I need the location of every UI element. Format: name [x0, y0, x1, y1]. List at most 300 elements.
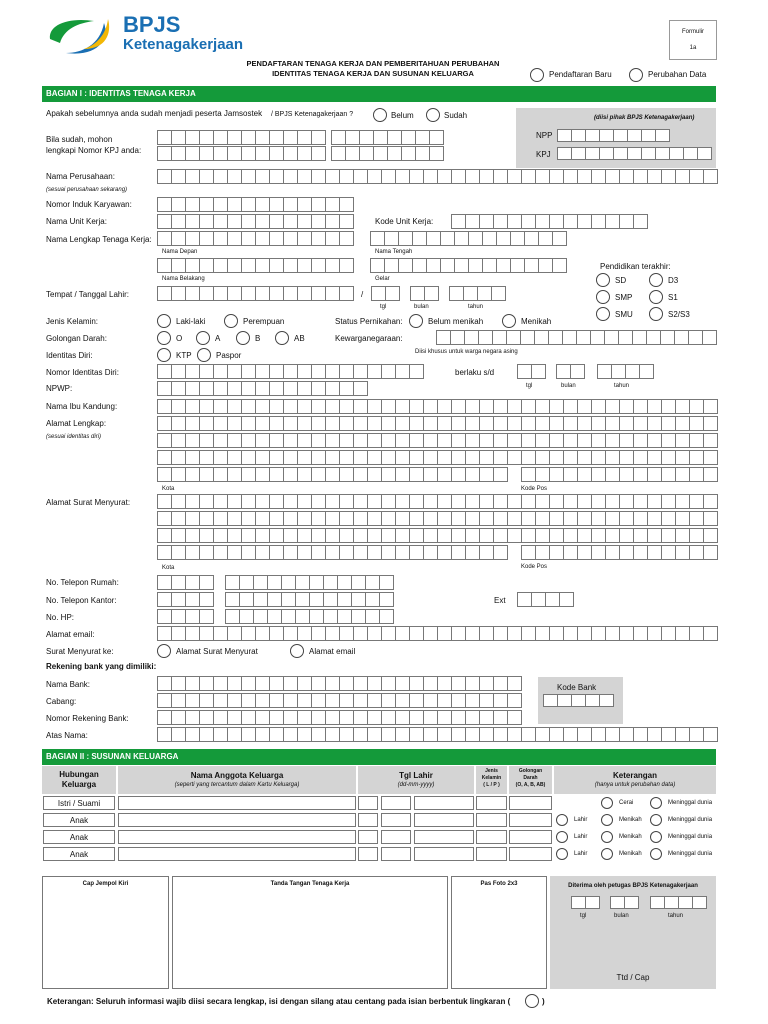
- char-box[interactable]: [684, 147, 698, 160]
- char-box[interactable]: [396, 676, 410, 691]
- petugas-day[interactable]: [571, 896, 600, 909]
- char-box[interactable]: [312, 231, 326, 246]
- char-box[interactable]: [578, 528, 592, 543]
- char-box[interactable]: [158, 130, 172, 145]
- family-menikah-radio-4[interactable]: [601, 848, 613, 860]
- char-box[interactable]: [284, 286, 298, 301]
- char-box[interactable]: [478, 286, 492, 301]
- char-box[interactable]: [424, 626, 438, 641]
- char-box[interactable]: [438, 528, 452, 543]
- char-box[interactable]: [385, 258, 399, 273]
- char-box[interactable]: [158, 626, 172, 641]
- char-box[interactable]: [466, 693, 480, 708]
- tgl-lahir-day[interactable]: [371, 286, 400, 301]
- tgl-lahir-year[interactable]: [449, 286, 506, 301]
- char-box[interactable]: [296, 575, 310, 590]
- char-box[interactable]: [662, 494, 676, 509]
- char-box[interactable]: [240, 575, 254, 590]
- char-box[interactable]: [572, 147, 586, 160]
- char-box[interactable]: [340, 231, 354, 246]
- char-box[interactable]: [296, 592, 310, 607]
- char-box[interactable]: [521, 330, 535, 345]
- char-box[interactable]: [466, 399, 480, 414]
- alamat-surat-kota-input[interactable]: [157, 545, 508, 560]
- char-box[interactable]: [564, 727, 578, 742]
- char-box[interactable]: [620, 467, 634, 482]
- char-box[interactable]: [437, 330, 451, 345]
- atas-nama-input[interactable]: [157, 727, 718, 742]
- char-box[interactable]: [612, 364, 626, 379]
- char-box[interactable]: [172, 494, 186, 509]
- char-box[interactable]: [508, 710, 522, 725]
- char-box[interactable]: [256, 727, 270, 742]
- char-box[interactable]: [242, 364, 256, 379]
- char-box[interactable]: [452, 433, 466, 448]
- char-box[interactable]: [214, 197, 228, 212]
- char-box[interactable]: [200, 381, 214, 396]
- char-box[interactable]: [634, 494, 648, 509]
- char-box[interactable]: [438, 169, 452, 184]
- char-box[interactable]: [256, 146, 270, 161]
- char-box[interactable]: [186, 511, 200, 526]
- family-name-1[interactable]: [118, 796, 356, 810]
- char-box[interactable]: [158, 609, 172, 624]
- char-box[interactable]: [228, 381, 242, 396]
- char-box[interactable]: [200, 433, 214, 448]
- char-box[interactable]: [368, 467, 382, 482]
- char-box[interactable]: [606, 528, 620, 543]
- char-box[interactable]: [270, 364, 284, 379]
- char-box[interactable]: [172, 609, 186, 624]
- char-box[interactable]: [368, 676, 382, 691]
- char-box[interactable]: [494, 494, 508, 509]
- char-box[interactable]: [256, 494, 270, 509]
- char-box[interactable]: [340, 258, 354, 273]
- char-box[interactable]: [256, 286, 270, 301]
- char-box[interactable]: [368, 399, 382, 414]
- char-box[interactable]: [312, 214, 326, 229]
- char-box[interactable]: [228, 626, 242, 641]
- char-box[interactable]: [620, 416, 634, 431]
- alamat-surat-line-1[interactable]: [157, 494, 718, 509]
- char-box[interactable]: [396, 528, 410, 543]
- char-box[interactable]: [424, 450, 438, 465]
- tgl-lahir-month[interactable]: [410, 286, 439, 301]
- char-box[interactable]: [256, 231, 270, 246]
- radio-edu-s2s3[interactable]: [649, 307, 663, 321]
- char-box[interactable]: [366, 575, 380, 590]
- char-box[interactable]: [690, 433, 704, 448]
- char-box[interactable]: [326, 676, 340, 691]
- char-box[interactable]: [410, 450, 424, 465]
- char-box[interactable]: [396, 433, 410, 448]
- char-box[interactable]: [214, 528, 228, 543]
- family-name-2[interactable]: [118, 813, 356, 827]
- char-box[interactable]: [256, 399, 270, 414]
- char-box[interactable]: [494, 528, 508, 543]
- char-box[interactable]: [298, 399, 312, 414]
- char-box[interactable]: [606, 626, 620, 641]
- char-box[interactable]: [396, 693, 410, 708]
- petugas-month[interactable]: [610, 896, 639, 909]
- char-box[interactable]: [354, 450, 368, 465]
- char-box[interactable]: [284, 146, 298, 161]
- char-box[interactable]: [332, 130, 346, 145]
- char-box[interactable]: [200, 197, 214, 212]
- char-box[interactable]: [312, 676, 326, 691]
- char-box[interactable]: [550, 450, 564, 465]
- char-box[interactable]: [522, 169, 536, 184]
- char-box[interactable]: [270, 258, 284, 273]
- char-box[interactable]: [366, 592, 380, 607]
- char-box[interactable]: [158, 467, 172, 482]
- char-box[interactable]: [452, 626, 466, 641]
- char-box[interactable]: [662, 169, 676, 184]
- char-box[interactable]: [268, 609, 282, 624]
- char-box[interactable]: [242, 528, 256, 543]
- berlaku-month[interactable]: [556, 364, 585, 379]
- char-box[interactable]: [507, 330, 521, 345]
- char-box[interactable]: [382, 710, 396, 725]
- char-box[interactable]: [586, 896, 600, 909]
- char-box[interactable]: [284, 130, 298, 145]
- char-box[interactable]: [466, 710, 480, 725]
- char-box[interactable]: [186, 545, 200, 560]
- char-box[interactable]: [312, 433, 326, 448]
- char-box[interactable]: [424, 399, 438, 414]
- char-box[interactable]: [256, 545, 270, 560]
- char-box[interactable]: [648, 399, 662, 414]
- char-box[interactable]: [550, 727, 564, 742]
- family-jk-1[interactable]: [476, 796, 507, 810]
- char-box[interactable]: [480, 169, 494, 184]
- char-box[interactable]: [172, 286, 186, 301]
- char-box[interactable]: [550, 169, 564, 184]
- radio-edu-smu[interactable]: [596, 307, 610, 321]
- char-box[interactable]: [494, 450, 508, 465]
- char-box[interactable]: [396, 494, 410, 509]
- char-box[interactable]: [703, 330, 717, 345]
- char-box[interactable]: [522, 511, 536, 526]
- char-box[interactable]: [284, 169, 298, 184]
- char-box[interactable]: [186, 693, 200, 708]
- nik-input[interactable]: [157, 197, 354, 212]
- char-box[interactable]: [270, 545, 284, 560]
- char-box[interactable]: [298, 528, 312, 543]
- char-box[interactable]: [536, 494, 550, 509]
- char-box[interactable]: [354, 399, 368, 414]
- char-box[interactable]: [284, 727, 298, 742]
- char-box[interactable]: [648, 416, 662, 431]
- char-box[interactable]: [438, 494, 452, 509]
- char-box[interactable]: [256, 676, 270, 691]
- char-box[interactable]: [270, 494, 284, 509]
- char-box[interactable]: [371, 258, 385, 273]
- nama-belakang-input[interactable]: [157, 258, 354, 273]
- char-box[interactable]: [522, 727, 536, 742]
- char-box[interactable]: [340, 169, 354, 184]
- char-box[interactable]: [158, 364, 172, 379]
- telp-kantor-ext[interactable]: [517, 592, 574, 607]
- char-box[interactable]: [522, 626, 536, 641]
- char-box[interactable]: [665, 896, 679, 909]
- char-box[interactable]: [312, 727, 326, 742]
- char-box[interactable]: [298, 693, 312, 708]
- char-box[interactable]: [158, 258, 172, 273]
- family-dob-m-3[interactable]: [381, 830, 411, 844]
- char-box[interactable]: [483, 258, 497, 273]
- char-box[interactable]: [214, 626, 228, 641]
- char-box[interactable]: [648, 450, 662, 465]
- char-box[interactable]: [539, 231, 553, 246]
- char-box[interactable]: [532, 364, 546, 379]
- family-meninggal-radio-2[interactable]: [650, 814, 662, 826]
- char-box[interactable]: [518, 364, 532, 379]
- char-box[interactable]: [284, 258, 298, 273]
- char-box[interactable]: [374, 130, 388, 145]
- char-box[interactable]: [380, 592, 394, 607]
- char-box[interactable]: [326, 467, 340, 482]
- char-box[interactable]: [354, 626, 368, 641]
- char-box[interactable]: [480, 727, 494, 742]
- char-box[interactable]: [326, 399, 340, 414]
- char-box[interactable]: [340, 727, 354, 742]
- char-box[interactable]: [494, 416, 508, 431]
- char-box[interactable]: [368, 494, 382, 509]
- char-box[interactable]: [571, 364, 585, 379]
- char-box[interactable]: [536, 214, 550, 229]
- char-box[interactable]: [620, 545, 634, 560]
- char-box[interactable]: [256, 467, 270, 482]
- char-box[interactable]: [536, 416, 550, 431]
- char-box[interactable]: [228, 416, 242, 431]
- char-box[interactable]: [508, 433, 522, 448]
- char-box[interactable]: [326, 511, 340, 526]
- char-box[interactable]: [298, 258, 312, 273]
- char-box[interactable]: [200, 364, 214, 379]
- char-box[interactable]: [424, 169, 438, 184]
- char-box[interactable]: [606, 467, 620, 482]
- char-box[interactable]: [577, 330, 591, 345]
- char-box[interactable]: [648, 494, 662, 509]
- char-box[interactable]: [200, 575, 214, 590]
- char-box[interactable]: [550, 214, 564, 229]
- char-box[interactable]: [466, 626, 480, 641]
- char-box[interactable]: [634, 528, 648, 543]
- char-box[interactable]: [158, 416, 172, 431]
- char-box[interactable]: [480, 467, 494, 482]
- char-box[interactable]: [268, 575, 282, 590]
- char-box[interactable]: [382, 450, 396, 465]
- char-box[interactable]: [186, 258, 200, 273]
- char-box[interactable]: [200, 592, 214, 607]
- char-box[interactable]: [424, 494, 438, 509]
- char-box[interactable]: [620, 528, 634, 543]
- char-box[interactable]: [704, 727, 718, 742]
- char-box[interactable]: [200, 399, 214, 414]
- family-gol-2[interactable]: [509, 813, 552, 827]
- char-box[interactable]: [270, 399, 284, 414]
- char-box[interactable]: [254, 609, 268, 624]
- char-box[interactable]: [606, 545, 620, 560]
- char-box[interactable]: [368, 433, 382, 448]
- char-box[interactable]: [368, 693, 382, 708]
- char-box[interactable]: [564, 416, 578, 431]
- char-box[interactable]: [441, 231, 455, 246]
- char-box[interactable]: [451, 330, 465, 345]
- char-box[interactable]: [354, 494, 368, 509]
- char-box[interactable]: [158, 727, 172, 742]
- char-box[interactable]: [270, 286, 284, 301]
- char-box[interactable]: [606, 399, 620, 414]
- char-box[interactable]: [242, 511, 256, 526]
- char-box[interactable]: [480, 676, 494, 691]
- char-box[interactable]: [312, 693, 326, 708]
- char-box[interactable]: [578, 214, 592, 229]
- alamat-kodepos-input[interactable]: [521, 467, 718, 482]
- char-box[interactable]: [228, 467, 242, 482]
- char-box[interactable]: [158, 710, 172, 725]
- radio-pendaftaran-baru[interactable]: [530, 68, 544, 82]
- char-box[interactable]: [438, 545, 452, 560]
- family-gol-4[interactable]: [509, 847, 552, 861]
- char-box[interactable]: [452, 214, 466, 229]
- char-box[interactable]: [158, 146, 172, 161]
- char-box[interactable]: [228, 364, 242, 379]
- alamat-line-3[interactable]: [157, 450, 718, 465]
- tempat-lahir-input[interactable]: [157, 286, 354, 301]
- cap-jempol-box[interactable]: [42, 876, 169, 989]
- char-box[interactable]: [452, 467, 466, 482]
- char-box[interactable]: [620, 169, 634, 184]
- char-box[interactable]: [424, 693, 438, 708]
- char-box[interactable]: [564, 626, 578, 641]
- char-box[interactable]: [256, 528, 270, 543]
- char-box[interactable]: [396, 450, 410, 465]
- family-jk-4[interactable]: [476, 847, 507, 861]
- char-box[interactable]: [522, 433, 536, 448]
- char-box[interactable]: [410, 710, 424, 725]
- char-box[interactable]: [493, 330, 507, 345]
- char-box[interactable]: [634, 545, 648, 560]
- char-box[interactable]: [564, 214, 578, 229]
- char-box[interactable]: [427, 231, 441, 246]
- char-box[interactable]: [326, 494, 340, 509]
- char-box[interactable]: [396, 169, 410, 184]
- char-box[interactable]: [242, 214, 256, 229]
- char-box[interactable]: [416, 130, 430, 145]
- char-box[interactable]: [424, 467, 438, 482]
- char-box[interactable]: [214, 545, 228, 560]
- char-box[interactable]: [466, 467, 480, 482]
- char-box[interactable]: [354, 676, 368, 691]
- char-box[interactable]: [410, 545, 424, 560]
- char-box[interactable]: [606, 450, 620, 465]
- telp-rumah-area[interactable]: [157, 575, 214, 590]
- char-box[interactable]: [172, 231, 186, 246]
- char-box[interactable]: [494, 433, 508, 448]
- char-box[interactable]: [172, 214, 186, 229]
- char-box[interactable]: [186, 592, 200, 607]
- char-box[interactable]: [410, 676, 424, 691]
- char-box[interactable]: [676, 511, 690, 526]
- char-box[interactable]: [158, 511, 172, 526]
- char-box[interactable]: [284, 467, 298, 482]
- char-box[interactable]: [560, 592, 574, 607]
- char-box[interactable]: [494, 710, 508, 725]
- char-box[interactable]: [172, 450, 186, 465]
- char-box[interactable]: [494, 676, 508, 691]
- char-box[interactable]: [600, 147, 614, 160]
- char-box[interactable]: [690, 399, 704, 414]
- char-box[interactable]: [340, 511, 354, 526]
- char-box[interactable]: [410, 693, 424, 708]
- char-box[interactable]: [600, 129, 614, 142]
- char-box[interactable]: [483, 231, 497, 246]
- char-box[interactable]: [298, 197, 312, 212]
- char-box[interactable]: [396, 416, 410, 431]
- char-box[interactable]: [466, 433, 480, 448]
- char-box[interactable]: [242, 676, 256, 691]
- char-box[interactable]: [256, 710, 270, 725]
- char-box[interactable]: [676, 416, 690, 431]
- char-box[interactable]: [312, 364, 326, 379]
- char-box[interactable]: [388, 146, 402, 161]
- char-box[interactable]: [564, 433, 578, 448]
- char-box[interactable]: [226, 575, 240, 590]
- char-box[interactable]: [284, 450, 298, 465]
- char-box[interactable]: [284, 511, 298, 526]
- char-box[interactable]: [284, 433, 298, 448]
- char-box[interactable]: [690, 727, 704, 742]
- char-box[interactable]: [424, 416, 438, 431]
- char-box[interactable]: [492, 286, 506, 301]
- char-box[interactable]: [704, 626, 718, 641]
- char-box[interactable]: [410, 511, 424, 526]
- char-box[interactable]: [648, 433, 662, 448]
- char-box[interactable]: [298, 727, 312, 742]
- char-box[interactable]: [553, 258, 567, 273]
- char-box[interactable]: [228, 197, 242, 212]
- char-box[interactable]: [382, 433, 396, 448]
- char-box[interactable]: [634, 626, 648, 641]
- radio-surat-alamat[interactable]: [157, 644, 171, 658]
- char-box[interactable]: [591, 330, 605, 345]
- char-box[interactable]: [525, 258, 539, 273]
- char-box[interactable]: [410, 433, 424, 448]
- char-box[interactable]: [690, 528, 704, 543]
- radio-edu-s1[interactable]: [649, 290, 663, 304]
- char-box[interactable]: [592, 450, 606, 465]
- char-box[interactable]: [186, 609, 200, 624]
- perusahaan-input[interactable]: [157, 169, 718, 184]
- char-box[interactable]: [438, 727, 452, 742]
- char-box[interactable]: [382, 399, 396, 414]
- char-box[interactable]: [214, 467, 228, 482]
- char-box[interactable]: [508, 626, 522, 641]
- char-box[interactable]: [158, 231, 172, 246]
- char-box[interactable]: [200, 286, 214, 301]
- family-lahir-radio-2[interactable]: [556, 814, 568, 826]
- char-box[interactable]: [368, 528, 382, 543]
- char-box[interactable]: [270, 693, 284, 708]
- char-box[interactable]: [662, 416, 676, 431]
- char-box[interactable]: [656, 129, 670, 142]
- char-box[interactable]: [312, 710, 326, 725]
- char-box[interactable]: [466, 169, 480, 184]
- char-box[interactable]: [312, 545, 326, 560]
- radio-belum[interactable]: [373, 108, 387, 122]
